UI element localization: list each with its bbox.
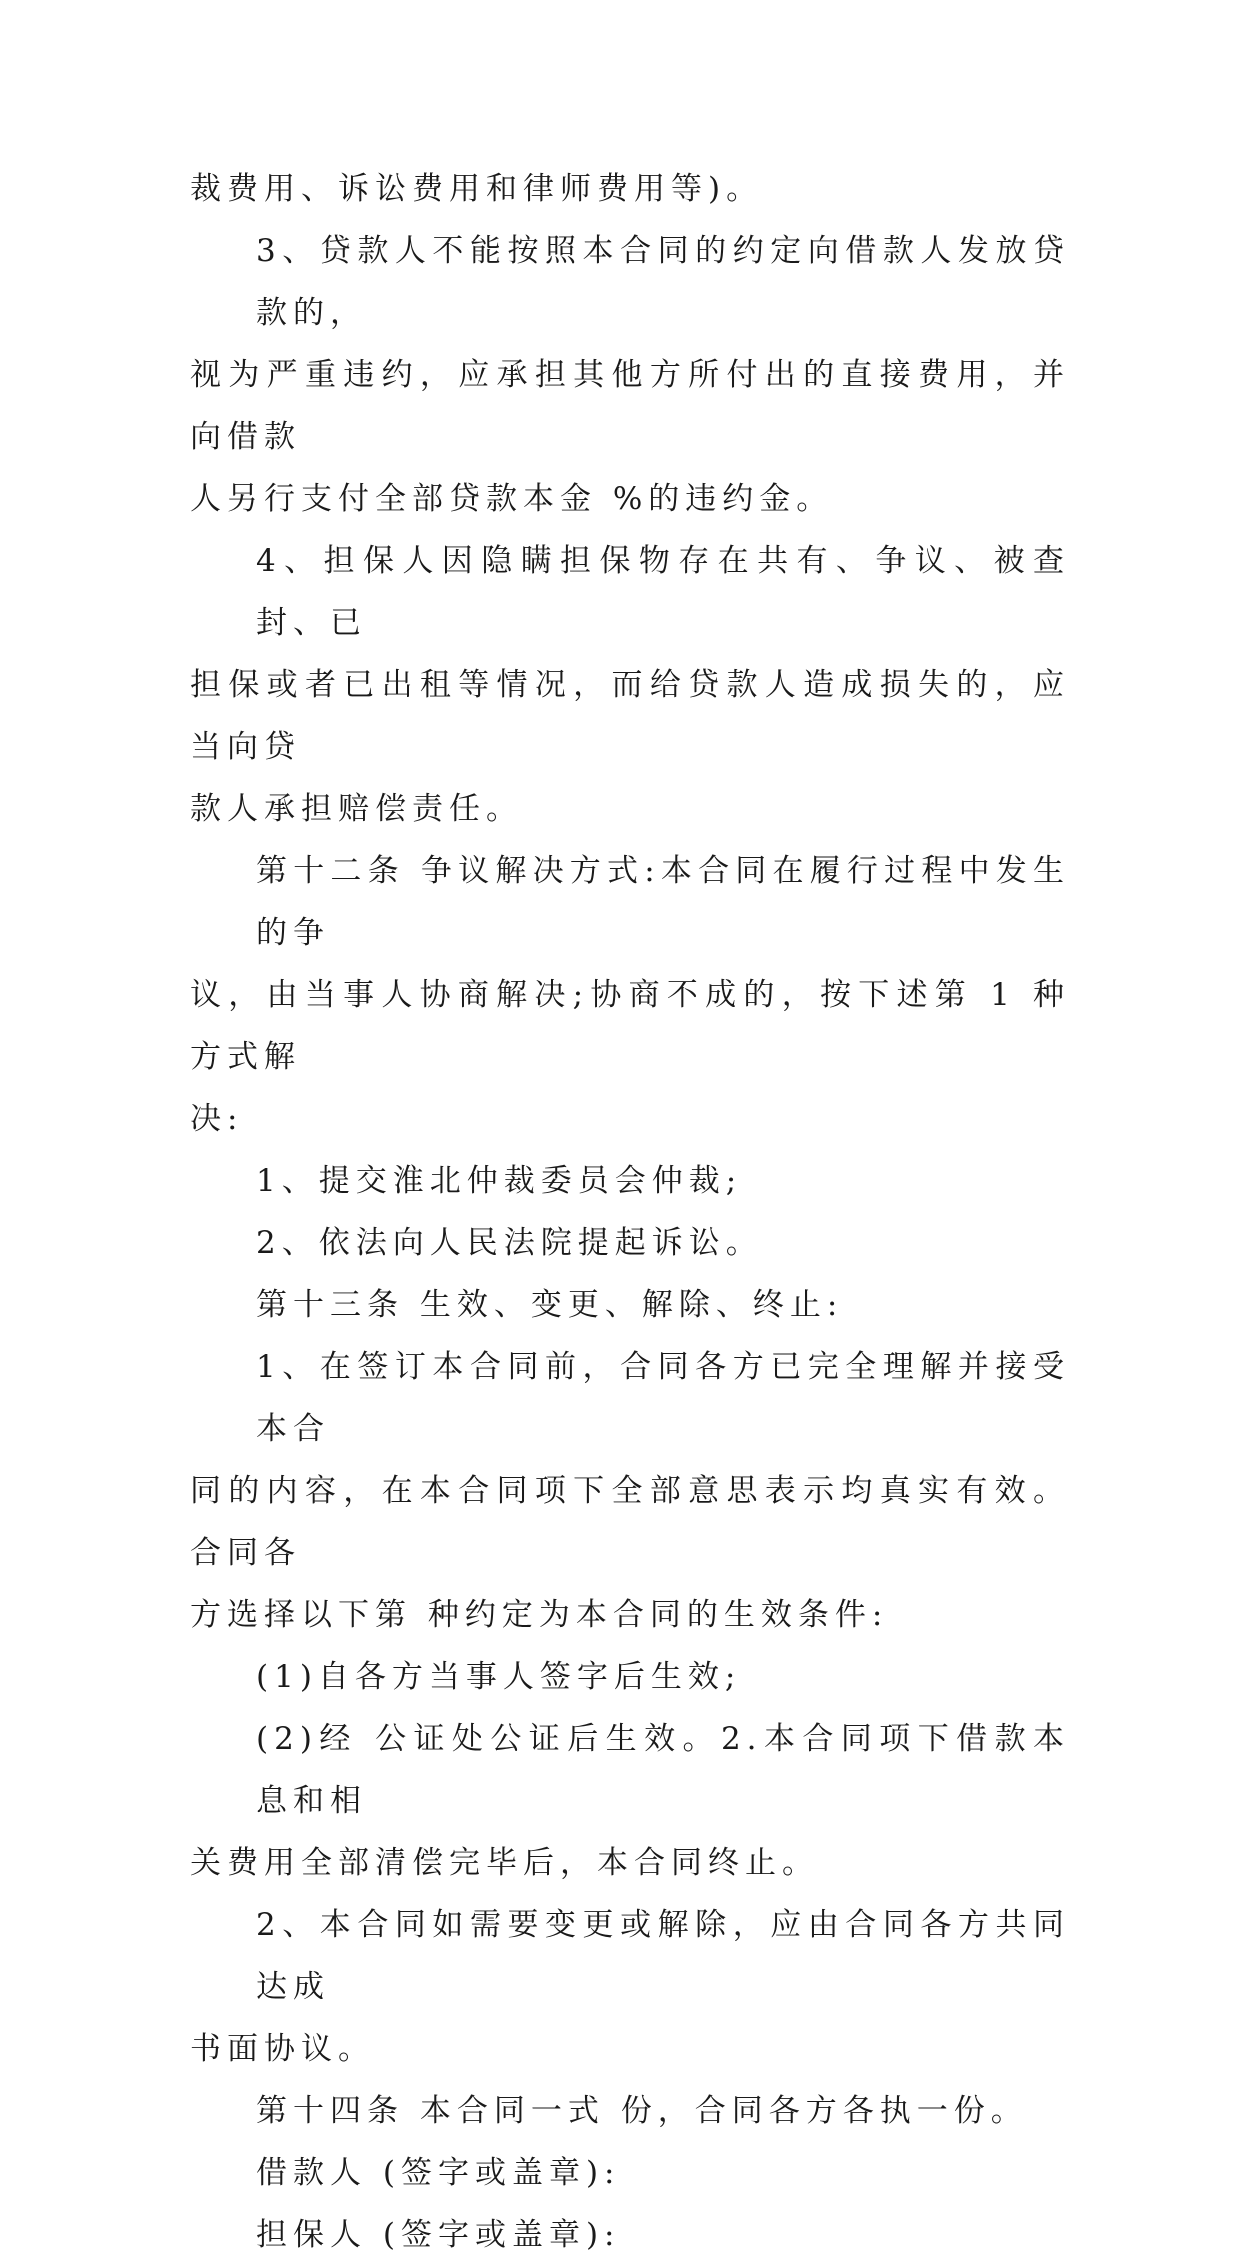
signature-borrower [190,2142,1070,2204]
paragraph-condition-2 [190,1708,1070,1894]
text-line: 2、本合同如需要变更或解除，应由合同各方共同达成 [256,1907,1070,2005]
text-line: 裁费用、诉讼费用和律师费用等)。 [190,171,764,207]
paragraph-effectiveness [190,1336,1070,1646]
text-line: 1、提交淮北仲裁委员会仲裁; [256,1163,743,1199]
text-line: 第十三条 生效、变更、解除、终止: [256,1287,844,1323]
paragraph-guarantor-liability [190,530,1070,840]
text-line: 第十四条 本合同一式 份，合同各方各执一份。 [256,2093,1028,2129]
text-line: 人另行支付全部贷款本金 %的违约金。 [190,481,834,517]
text-line: 书面协议。 [190,2031,375,2067]
text-line: 视为严重违约，应承担其他方所付出的直接费用，并向借款 [190,357,1070,455]
text-line: 1、在签订本合同前，合同各方已完全理解并接受本合 [256,1349,1070,1447]
paragraph-arbitration-option [190,1150,1070,1212]
paragraph-lender-breach [190,220,1070,530]
paragraph-modification [190,1894,1070,2080]
text-line: (1)自各方当事人签字后生效; [256,1659,742,1695]
text-line: 借款人 (签字或盖章): [256,2155,621,2191]
text-line: 议，由当事人协商解决;协商不成的，按下述第 1 种方式解 [190,977,1070,1075]
text-line: 同的内容，在本合同项下全部意思表示均真实有效。合同各 [190,1473,1070,1571]
text-line: 3、贷款人不能按照本合同的约定向借款人发放贷款的， [256,233,1070,331]
paragraph-article-14 [190,2080,1070,2142]
paragraph-article-13-heading [190,1274,1070,1336]
text-line: 第十二条 争议解决方式:本合同在履行过程中发生的争 [256,853,1070,951]
text-line: 关费用全部清偿完毕后，本合同终止。 [190,1845,819,1881]
text-line: 决: [190,1101,244,1137]
text-line: (2)经 公证处公证后生效。2.本合同项下借款本息和相 [256,1721,1070,1819]
paragraph-litigation-option [190,1212,1070,1274]
text-line: 2、依法向人民法院提起诉讼。 [256,1225,763,1261]
paragraph-fees-tail [190,158,1070,220]
document-body [190,158,1070,2266]
text-line: 方选择以下第 种约定为本合同的生效条件: [190,1597,889,1633]
text-line: 款人承担赔偿责任。 [190,791,523,827]
signature-guarantor [190,2204,1070,2266]
text-line: 担保或者已出租等情况，而给贷款人造成损失的，应当向贷 [190,667,1070,765]
paragraph-condition-1 [190,1646,1070,1708]
text-line: 担保人 (签字或盖章): [256,2217,621,2253]
paragraph-article-12 [190,840,1070,1150]
text-line: 4、担保人因隐瞒担保物存在共有、争议、被查封、已 [256,543,1070,641]
